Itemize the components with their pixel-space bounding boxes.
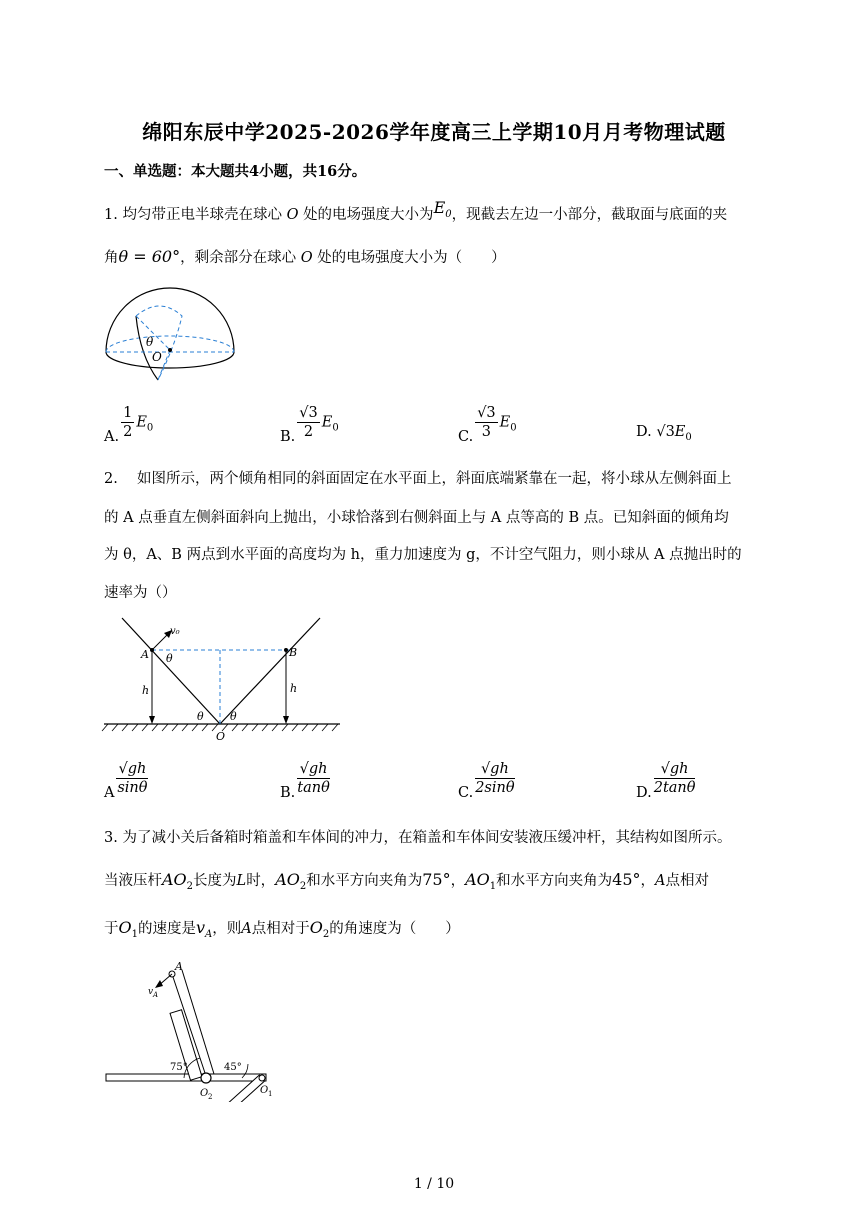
q1-E0: $E_0$	[433, 198, 452, 221]
q2-option-b[interactable]: B. $\frac{√gh}{\tan\theta}$	[280, 761, 330, 801]
q1-theta-eq: θ = 60°	[118, 247, 181, 266]
q1-symbol-O: O	[286, 207, 299, 223]
q3-fig-A: A	[175, 960, 183, 973]
q1-symbol-O: O	[300, 250, 313, 266]
q2-line-1: 2. 如图所示，两个倾角相同的斜面固定在水平面上，斜面底端紧靠在一起，将小球从左侧斜面上	[104, 471, 732, 487]
q3-line-2: 当液压杆$AO_2$长度为L时，$AO_2$和水平方向夹角为75°，$AO_1$和水平方向夹角为45°，A点相对	[104, 870, 709, 892]
q1-option-a[interactable]: A. $\frac{1}{2}$ $E_0$	[104, 405, 154, 445]
q3-trunk-figure	[100, 950, 280, 1102]
q2-fig-theta-a: θ	[166, 652, 173, 665]
q1-line-1	[104, 198, 728, 231]
q1-text: ，现截去左边一小部分，截取面与底面的夹	[451, 207, 728, 223]
q3-fig-angle-75: 75°	[170, 1062, 188, 1073]
q1-text: 处的电场强度大小为	[303, 207, 434, 223]
q3-line-3: 于$O_1$的速度是$v_A$，则A点相对于$O_2$的角速度为（ ）	[104, 918, 460, 940]
q3-fig-O1-sub: 1	[268, 1090, 273, 1098]
q2-option-a[interactable]: A $\frac{√gh}{\sin\theta}$	[104, 761, 148, 801]
q2-option-c[interactable]: C. $\frac{√gh}{2\sin\theta}$	[458, 761, 515, 801]
q3-fig-vA: v	[148, 987, 154, 997]
q1-line-2	[104, 247, 506, 268]
q1-option-c[interactable]: C. $\frac{√3}{3}$ $E_0$	[458, 405, 517, 445]
q1-text: 处的电场强度大小为（ ）	[317, 250, 506, 266]
section-heading: 一、单选题：本大题共4小题，共16分。	[104, 163, 367, 180]
page-number: 1 / 10	[413, 1176, 455, 1192]
q2-line-3: 为 θ，A、B 两点到水平面的高度均为 h，重力加速度为 g，不计空气阻力，则小球从 A 点抛出时的	[104, 547, 742, 563]
q2-slope-figure	[100, 612, 345, 747]
q2-option-d[interactable]: D. $\frac{√gh}{2\tan\theta}$	[636, 761, 696, 801]
q1-text: ，剩余部分在球心	[180, 250, 297, 266]
q1-option-d[interactable]: D. $√3E_0$	[636, 424, 692, 443]
q2-fig-theta-right: θ	[230, 710, 237, 723]
q1-fig-theta: θ	[146, 335, 154, 349]
q2-fig-A: A	[141, 648, 149, 661]
q2-fig-v0: v₀	[170, 626, 180, 637]
q1-hemisphere-figure	[100, 286, 250, 386]
q2-fig-B: B	[289, 646, 298, 659]
q3-fig-vA-sub: A	[153, 991, 159, 999]
q2-fig-h-right: h	[290, 682, 298, 695]
q3-fig-O1: O	[260, 1085, 269, 1096]
page-title: 绵阳东辰中学2025-2026学年度高三上学期10月月考物理试题	[142, 120, 726, 144]
q3-line-1: 3. 为了减小关后备箱时箱盖和车体间的冲力，在箱盖和车体间安装液压缓冲杆，其结构如图所示。	[104, 830, 732, 846]
q2-fig-h-left: h	[142, 684, 150, 697]
q2-line-2: 的 A 点垂直左侧斜面斜向上抛出，小球恰落到右侧斜面上与 A 点等高的 B 点。已知斜面的倾角均	[104, 510, 729, 526]
q3-fig-O2: O	[200, 1088, 209, 1099]
q1-text: 角	[104, 250, 119, 266]
q1-fig-O: O	[152, 350, 162, 364]
q2-fig-O: O	[216, 730, 226, 743]
q3-fig-O2-sub: 2	[208, 1093, 213, 1101]
q1-text: 1. 均匀带正电半球壳在球心	[104, 207, 282, 223]
q1-option-b[interactable]: B. $\frac{√3}{2}$ $E_0$	[280, 405, 339, 445]
q2-line-4: 速率为（）	[104, 585, 177, 601]
q3-fig-angle-45: 45°	[224, 1062, 242, 1073]
q2-fig-theta-left: θ	[197, 710, 204, 723]
